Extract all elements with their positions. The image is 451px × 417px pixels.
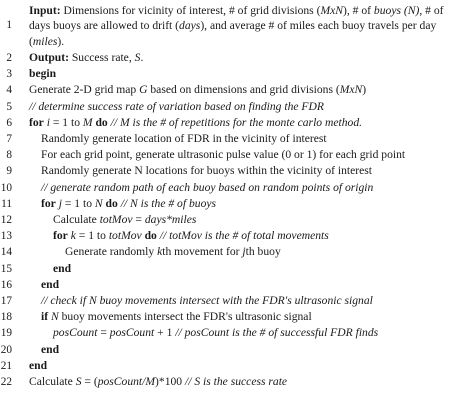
code-token: posCount <box>109 326 155 340</box>
code-token: N <box>94 196 103 210</box>
line-code <box>29 358 47 374</box>
code-token: Dimensions for vicinity of interest, # of grid divisions ( <box>60 4 321 17</box>
line-number: 5 <box>6 100 12 113</box>
line-code <box>53 261 71 277</box>
algorithm-line <box>0 325 451 341</box>
line-number: 20 <box>0 343 12 356</box>
algorithm-line <box>0 82 451 98</box>
algorithm-line <box>0 277 451 293</box>
code-token: end <box>29 358 48 372</box>
code-token: M <box>82 115 93 129</box>
line-number: 8 <box>6 149 12 162</box>
algorithm-line <box>0 374 451 390</box>
code-token: // N is the # of buoys <box>117 196 217 210</box>
code-token: = 1 to <box>49 115 83 129</box>
code-token: do <box>105 196 118 210</box>
line-code <box>41 147 405 163</box>
line-number: 18 <box>0 311 12 324</box>
code-token: Calculate <box>53 213 100 226</box>
code-token: begin <box>29 67 57 81</box>
code-token: , # of days buoys are allowed to drift ( <box>29 4 444 33</box>
code-token: th buoy <box>245 245 281 259</box>
line-number: 12 <box>0 214 12 226</box>
code-token: end <box>53 261 72 275</box>
algorithm-line <box>0 163 451 179</box>
line-code <box>53 228 329 244</box>
code-token: = 1 to <box>61 196 95 210</box>
line-code <box>29 82 366 98</box>
code-token: buoys (N) <box>373 4 420 17</box>
line-number: 17 <box>0 295 12 307</box>
code-token: = <box>97 326 110 340</box>
code-token: // determine success rate of variation based on finding the FDR <box>29 99 324 113</box>
line-number: 15 <box>0 262 12 275</box>
line-number: 2 <box>6 52 12 64</box>
code-token: Generate randomly <box>65 245 158 259</box>
code-token: do <box>144 229 157 243</box>
algorithm-line <box>0 261 451 277</box>
code-token: do <box>95 115 108 129</box>
code-token: j <box>242 245 246 259</box>
line-number: 7 <box>6 133 12 145</box>
code-token: days*miles <box>144 213 197 226</box>
code-token: posCount/M <box>97 375 156 388</box>
code-token: buoy movements intersect the FDR's ultrasonic signal <box>58 310 312 324</box>
code-token: for <box>53 229 68 243</box>
code-token: days <box>179 19 201 33</box>
line-code <box>41 131 327 147</box>
code-token: = 1 to <box>75 229 109 243</box>
line-code <box>41 196 216 212</box>
code-token: S <box>75 375 82 388</box>
code-token: i <box>46 115 50 129</box>
line-code <box>29 374 287 390</box>
line-code <box>41 163 372 179</box>
code-token: ) <box>362 83 367 97</box>
algorithm-line <box>0 131 451 147</box>
code-token: // check if N buoy movements intersect with the FDR's ultrasonic signal <box>41 294 373 307</box>
line-code <box>53 212 196 228</box>
code-token: k <box>70 229 76 243</box>
line-number: 19 <box>0 327 12 340</box>
code-token: ), and average # of miles each buoy travels per day ( <box>29 19 437 48</box>
line-code <box>41 342 59 358</box>
line-number: 11 <box>1 197 12 210</box>
code-token: totMov <box>99 213 133 226</box>
algorithm-line <box>0 342 451 358</box>
algorithm-line <box>0 196 451 212</box>
code-token: Input: <box>29 4 61 17</box>
code-token: // totMov is the # of total movements <box>156 229 329 243</box>
code-token: For each grid point, generate ultrasonic pulse value (0 or 1) for each grid point <box>41 148 406 162</box>
line-code <box>29 99 324 115</box>
line-code <box>41 293 373 309</box>
line-number: 16 <box>0 278 12 291</box>
code-token: // M is the # of repetitions for the monte carlo method. <box>107 115 363 129</box>
algorithm-line <box>6 3 447 49</box>
code-token: Generate 2-D grid map <box>29 83 140 97</box>
code-token: S <box>134 51 141 64</box>
code-token: end <box>41 342 60 356</box>
algorithm-line <box>0 293 451 309</box>
algorithm-line <box>0 99 451 115</box>
code-token: for <box>41 196 56 210</box>
algorithm-line <box>0 228 451 244</box>
code-token: ). <box>57 34 65 48</box>
code-token: Randomly generate N locations for buoys within the vicinity of interest <box>41 164 372 178</box>
algorithm-line <box>0 309 451 325</box>
line-number: 14 <box>0 246 12 259</box>
line-number: 13 <box>0 230 12 243</box>
code-token: Calculate <box>29 375 76 388</box>
algorithm-line <box>0 115 451 131</box>
code-token: MxN <box>339 83 363 97</box>
line-code <box>41 180 373 196</box>
code-token: + 1 <box>154 326 176 340</box>
line-number: 6 <box>6 116 12 129</box>
line-code <box>65 244 281 260</box>
line-code <box>29 50 143 66</box>
code-token: N <box>51 310 59 324</box>
algorithm-line <box>0 147 451 163</box>
line-number: 22 <box>0 376 12 388</box>
code-token: miles <box>32 34 58 48</box>
code-token: // S is the success rate <box>184 375 288 388</box>
algorithm-line <box>0 180 451 196</box>
code-token: based on dimensions and grid divisions ( <box>147 83 340 97</box>
code-token: MxN <box>320 4 343 17</box>
code-token: j <box>58 196 62 210</box>
code-token: Success rate, <box>68 51 135 64</box>
line-number: 9 <box>6 165 12 178</box>
code-token: G <box>139 83 148 97</box>
code-token: // posCount is the # of successful FDR finds <box>175 326 379 340</box>
algorithm-line <box>0 212 451 228</box>
code-token: Output: <box>29 51 69 64</box>
line-code <box>29 66 56 82</box>
algorithm-line <box>0 358 451 374</box>
code-token: Randomly generate location of FDR in the vicinity of interest <box>41 132 327 145</box>
code-token: if <box>41 310 49 324</box>
line-code <box>29 115 362 131</box>
code-token: posCount <box>53 326 98 340</box>
code-token: )*100 <box>155 375 185 388</box>
code-token: th movement for <box>162 245 243 259</box>
line-code <box>53 325 378 341</box>
code-token: = <box>132 213 145 226</box>
code-token: = ( <box>81 375 98 388</box>
code-token: k <box>157 245 163 259</box>
code-token: . <box>140 51 144 64</box>
line-code <box>41 309 312 325</box>
line-number: 10 <box>0 181 12 194</box>
line-number: 4 <box>6 84 12 97</box>
code-token: end <box>41 277 60 291</box>
line-number: 21 <box>0 359 12 372</box>
algorithm-line <box>0 244 451 260</box>
line-number: 1 <box>6 19 12 31</box>
code-token: totMov <box>108 229 142 243</box>
code-token: ), # of <box>343 4 374 17</box>
code-token: // generate random path of each buoy based on random points of origin <box>41 180 374 194</box>
line-number: 3 <box>6 68 12 81</box>
algorithm-line <box>0 66 451 82</box>
code-token: for <box>29 115 44 129</box>
algorithm-line <box>0 50 451 66</box>
line-code <box>41 277 59 293</box>
